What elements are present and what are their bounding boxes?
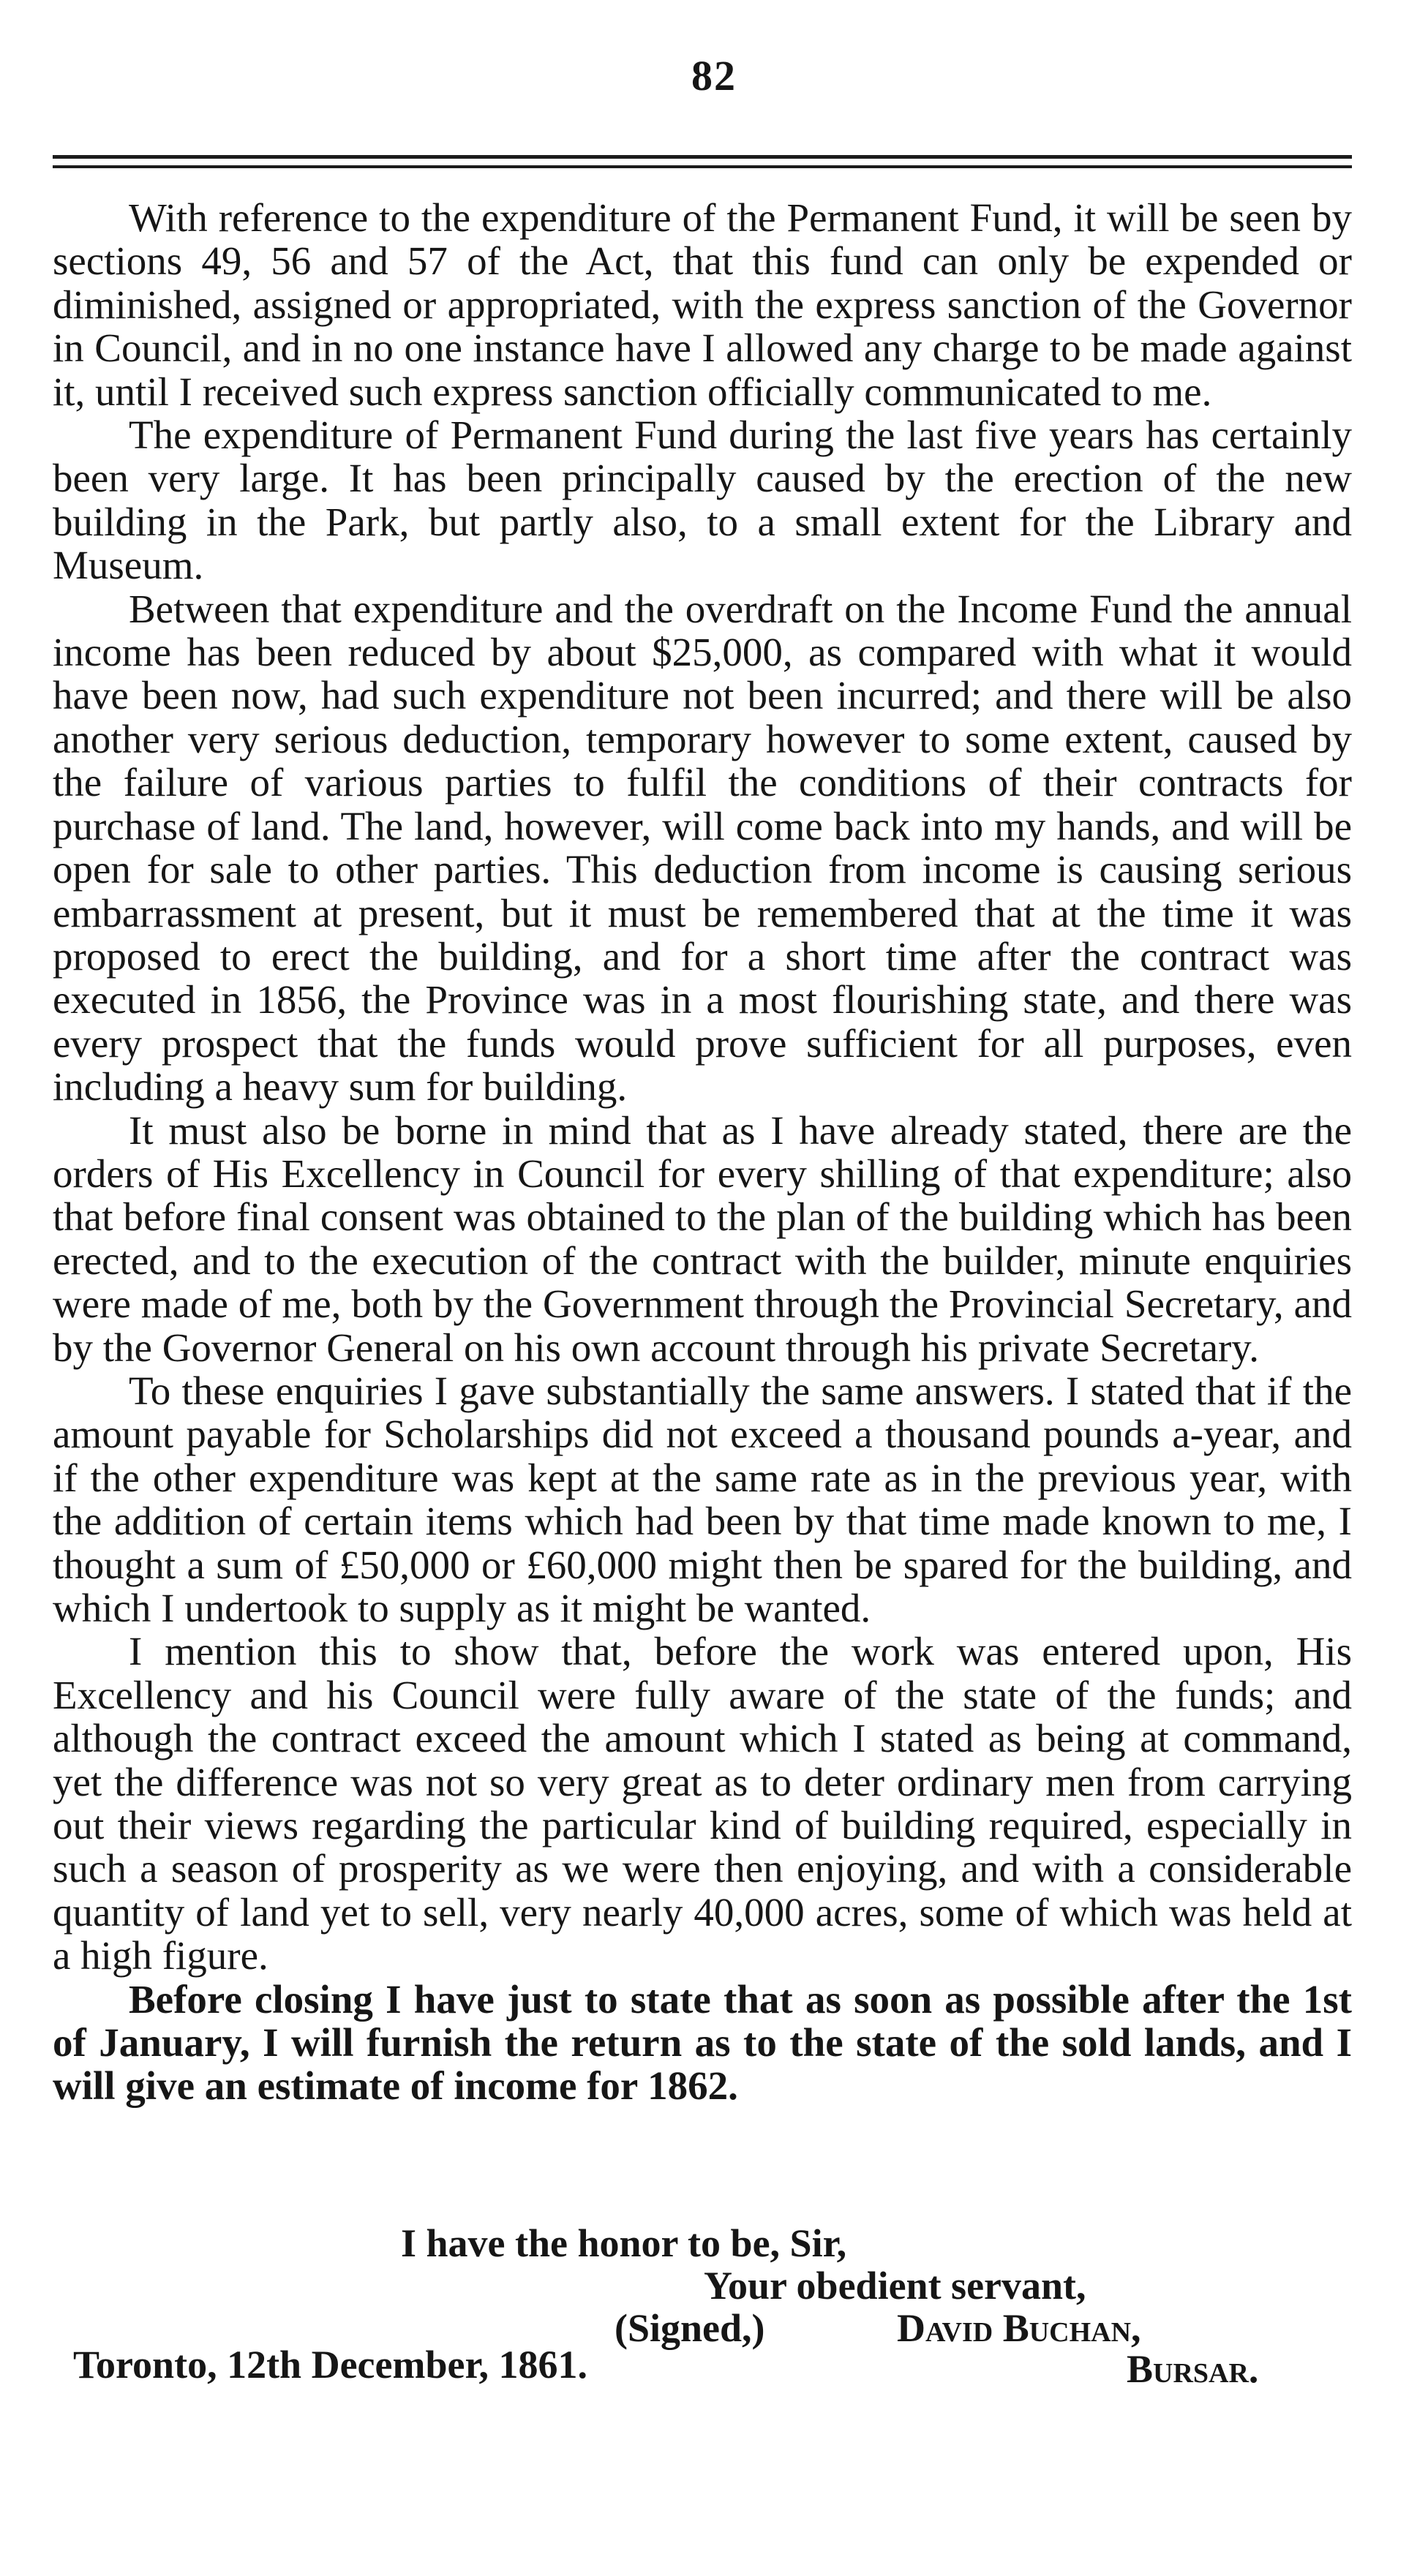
letter-body bbox=[53, 196, 1352, 2108]
signatory-name: David Buchan, bbox=[897, 2306, 1141, 2350]
place-date: Toronto, 12th December, 1861. bbox=[73, 2343, 587, 2387]
paragraph: The expenditure of Permanent Fund during the last five years has certainly been very large. It has been principally caused by the erection of the new building in the Park, but partly also, to a small extent for the Library and Museum. bbox=[53, 413, 1352, 588]
signature-block bbox=[0, 2221, 1428, 2440]
paragraph: It must also be borne in mind that as I have already stated, there are the orders of His Excellency in Council for every shilling of that expenditure; also that before final consent was obtained to the plan of the building which has been erected, and to the execution of the contract with the builder, minute enquiries were made of me, both by the Government through the Provincial Secretary, and by the Governor General on his own account through his private Secretary. bbox=[53, 1107, 1352, 1370]
signed-note: (Signed,) bbox=[615, 2306, 765, 2350]
header-rule-double bbox=[53, 165, 1352, 168]
paragraph: Between that expenditure and the overdraft on the Income Fund the annual income has been reduced by about $25,000, as compared with what it would have been now, had such expenditure not been incurred; and there will be also another very serious deduction, temporary however to some extent, caused by the failure of various parties to fulfil the conditions of their contracts for purchase of land. The land, however, will come back into my hands, and will be open for sale to other parties. This deduction from income is causing serious embarrassment at present, but it must be remembered that at the time it was proposed to erect the building, and for a short time after the contract was executed in 1856, the Province was in a most flourishing state, and there was every prospect that the funds would prove sufficient for all purposes, even including a heavy sum for building. bbox=[53, 586, 1352, 1110]
page-number: 82 bbox=[691, 52, 737, 99]
header-rule bbox=[53, 155, 1352, 159]
signatory-title: Bursar. bbox=[1127, 2347, 1259, 2391]
valediction: Your obedient servant, bbox=[704, 2264, 1086, 2308]
closing-paragraph: Before closing I have just to state that as soon as possible after the 1st of January, I will furnish the return as to the state of the sold lands, and I will give an estimate of income for 1862. bbox=[53, 1976, 1352, 2109]
paragraph: With reference to the expenditure of the Permanent Fund, it will be seen by sections 49, 56 and 57 of the Act, that this fund can only be expended or diminished, assigned or appropriated, with the express sanction of the Governor in Council, and in no one instance have I allowed any charge to be made against it, until I received such express sanction officially communicated to me. bbox=[53, 195, 1352, 414]
salutation: I have the honor to be, Sir, bbox=[401, 2221, 847, 2265]
paragraph: To these enquiries I gave substantially the same answers. I stated that if the amount payable for Scholarships did not exceed a thousand pounds a-year, and if the other expenditure was kept at the same rate as in the previous year, with the addition of certain items which had been by that time made known to me, I thought a sum of £50,000 or £60,000 might then be spared for the building, and which I undertook to supply as it might be wanted. bbox=[53, 1368, 1352, 1630]
paragraph: I mention this to show that, before the work was entered upon, His Excellency and his Council were fully aware of the state of the funds; and although the contract exceed the amount which I stated as being at command, yet the difference was not so very great as to deter ordinary men from carrying out their views regarding the particular kind of building required, especially in such a season of prosperity as we were then enjoying, and with a considerable quantity of land yet to sell, very nearly 40,000 acres, some of which was held at a high figure. bbox=[53, 1629, 1352, 1978]
